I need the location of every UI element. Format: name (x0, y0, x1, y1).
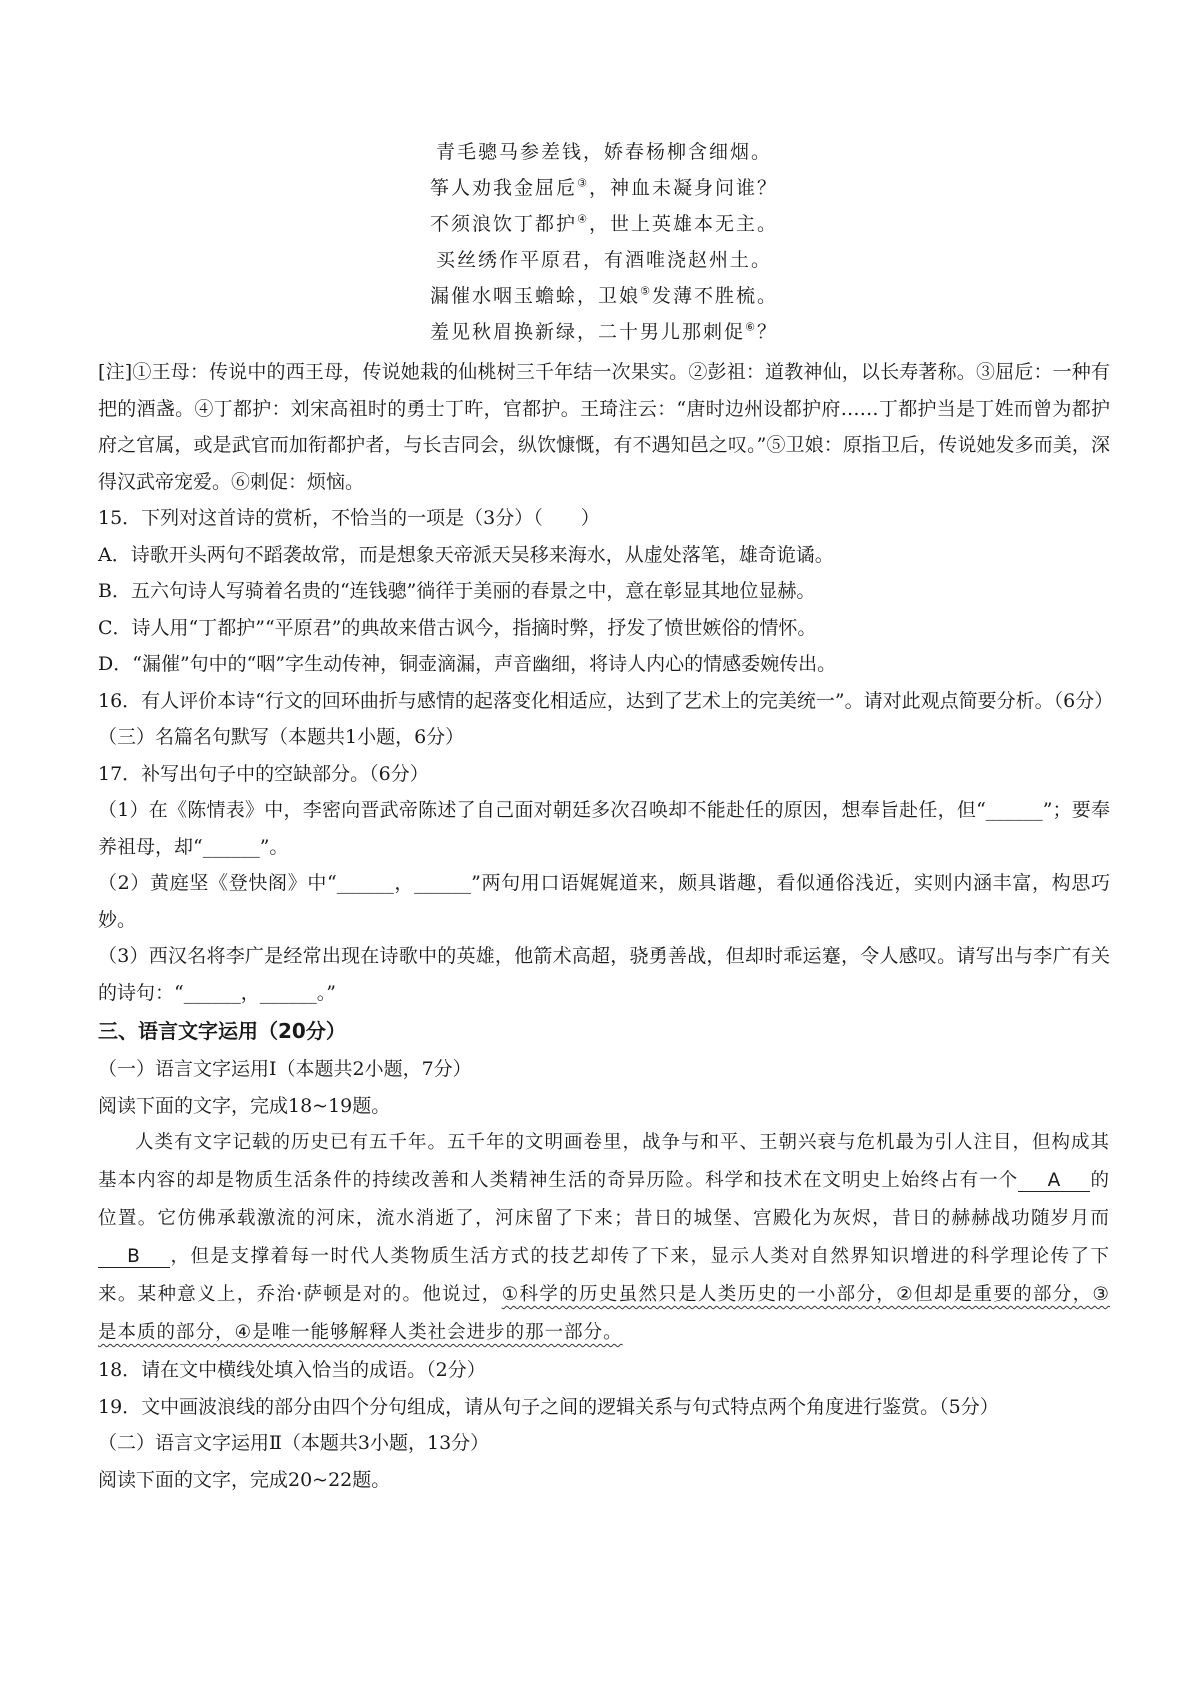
subsection-title: （二）语言文字运用Ⅱ（本题共3小题，13分） (98, 1432, 490, 1454)
question-16: 16．有人评价本诗“行文的回环曲折与感情的起落变化相适应，达到了艺术上的完美统一”。请对此观点简要分析。（6分） (98, 689, 1114, 712)
subsection-title: （一）语言文字运用Ⅰ（本题共2小题，7分） (98, 1058, 472, 1080)
footnote-marker: ③ (577, 176, 589, 190)
blank-a: A (1018, 1171, 1090, 1192)
reading-passage: 人类有文字记载的历史已有五千年。五千年的文明画卷里，战争与和平、王朝兴衰与危机最为引人注目，但构成其基本内容的却是物质生活条件的持续改善和人类精神生活的奇异历险。科学和技术在文明史上始终占有一个 A 的位置。它仿佛承载激流的河床，流水消逝了，河床留了下来；昔日的城堡、宫殿化为灰烬，昔日的赫赫战功随岁月而B ，但是支撑着每一时代人类物质生活方式的技艺却传了下来，显示人类对自然界知识增进的科学理论传了下来。某种意义上，乔治·萨顿是对的。他说过，①科学的历史虽然只是人类历史的一小部分，②但却是重要的部分，③是本质的部分，④是唯一能够解释人类社会进步的那一部分。 (98, 1132, 1111, 1343)
footnote-marker: ⑥ (745, 320, 757, 334)
poem (98, 134, 1110, 350)
poem-line: 买丝绣作平原君，有酒唯浇赵州土。 (435, 249, 772, 271)
answer-blank: ______ (259, 981, 317, 1004)
subsection-title: （三）名篇名句默写（本题共1小题，6分） (98, 726, 465, 748)
poem-line: 漏催水咽玉蟾蜍，卫娘⑤发薄不胜梳。 (430, 284, 778, 307)
answer-blank: ______ (202, 835, 260, 858)
question-15-option-a: A．诗歌开头两句不蹈袭故常，而是想象天帝派天吴移来海水，从虚处落笔，雄奇诡谲。 (98, 543, 834, 566)
poem-notes: [注]①王母：传说中的西王母，传说她栽的仙桃树三千年结一次果实。②彭祖：道教神仙，以长寿著称。③屈卮：一种有把的酒盏。④丁都护：刘宋高祖时的勇士丁旿，官都护。王琦注云：“唐时边州设都护府……丁都护当是丁姓而曾为都护府之官属，或是武官而加衔都护者，与长吉同会，纵饮慷慨，有不遇知邑之叹。”⑤卫娘：原指卫后，传说她发多而美，深得汉武帝宠爱。⑥刺促：烦恼。 (98, 361, 1110, 493)
poem-line: 不须浪饮丁都护④，世上英雄本无主。 (430, 212, 778, 235)
answer-blank: ______ (414, 872, 472, 894)
reading-instruction: 阅读下面的文字，完成20~22题。 (98, 1468, 391, 1491)
poem-line: 筝人劝我金屈卮③，神血未凝身问谁？ (430, 176, 778, 199)
poem-line: 羞见秋眉换新绿，二十男儿那刺促⑥？ (430, 320, 778, 343)
question-17-part-2: （2）黄庭坚《登快阁》中“______，______”两句用口语娓娓道来，颇具谐趣，看似通俗浅近，实则内涵丰富，构思巧妙。 (98, 872, 1110, 931)
answer-blank: ______ (336, 872, 394, 894)
question-15-option-c: C．诗人用“丁都护”“平原君”的典故来借古讽今，指摘时弊，抒发了愤世嫉俗的情怀。 (98, 616, 817, 639)
question-18: 18．请在文中横线处填入恰当的成语。（2分） (98, 1359, 486, 1381)
reading-instruction: 阅读下面的文字，完成18~19题。 (98, 1094, 391, 1117)
exam-page (98, 134, 1114, 1498)
question-15-option-b: B．五六句诗人写骑着名贵的“连钱骢”徜徉于美丽的春景之中，意在彰显其地位显赫。 (98, 580, 816, 602)
answer-blank: ______ (183, 981, 241, 1004)
poem-line: 青毛骢马参差钱，娇春杨柳含细烟。 (435, 141, 772, 163)
question-19: 19．文中画波浪线的部分由四个分句组成，请从句子之间的逻辑关系与句式特点两个角度进行鉴赏。（5分） (98, 1395, 999, 1418)
wavy-underlined-sentence: ①科学的历史虽然只是人类历史的一小部分，②但却是重要的部分，③是本质的部分，④是唯一能够解释人类社会进步的那一部分。 (98, 1284, 1110, 1343)
answer-blank: ______ (985, 799, 1043, 821)
question-17-part-3: （3）西汉名将李广是经常出现在诗歌中的英雄，他箭术高超，骁勇善战，但却时乖运蹇，令人感叹。请写出与李广有关的诗句：“______，______。” (98, 945, 1110, 1004)
question-17-part-1: （1）在《陈情表》中，李密向晋武帝陈述了自己面对朝廷多次召唤却不能赴任的原因，想奉旨赴任，但“______”；要奉养祖母，却“______”。 (98, 799, 1110, 858)
footnote-marker: ④ (577, 212, 589, 226)
question-17-stem: 17．补写出句子中的空缺部分。（6分） (98, 762, 429, 785)
blank-b: B (98, 1247, 170, 1268)
section-title: 三、语言文字运用（20分） (98, 1019, 346, 1043)
footnote-marker: ⑤ (640, 284, 652, 298)
question-15-option-d: D．“漏催”句中的“咽”字生动传神，铜壶滴漏，声音幽细，将诗人内心的情感委婉传出。 (98, 653, 837, 675)
question-15-stem: 15．下列对这首诗的赏析，不恰当的一项是（3分）（ ） (98, 507, 600, 529)
